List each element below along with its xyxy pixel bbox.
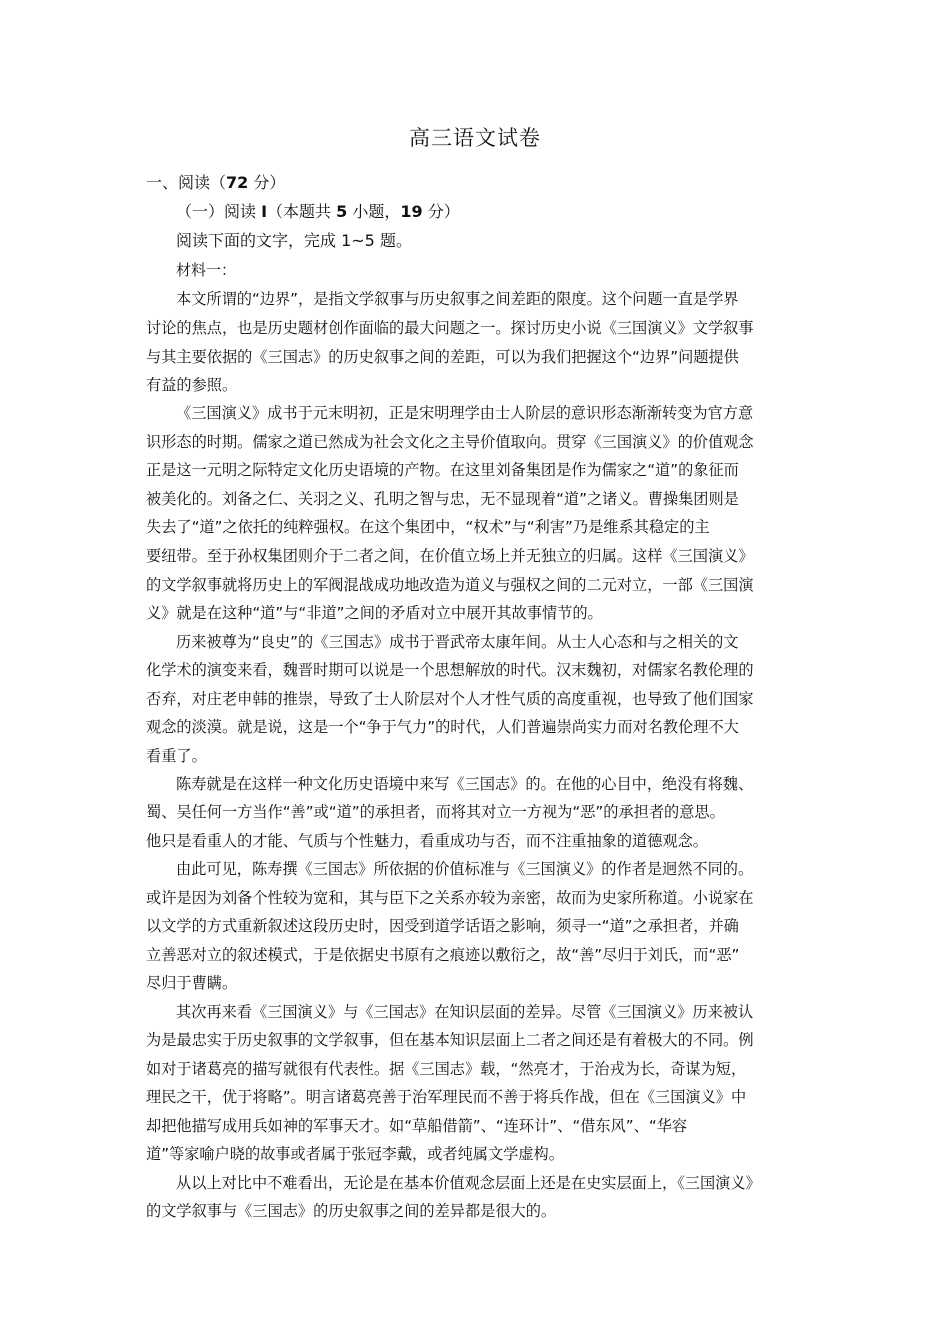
text-line: 如对于诸葛亮的描写就很有代表性。据《三国志》载，“然亮才，于治戎为长，奇谋为短， (146, 1060, 747, 1078)
subsection-mid2: 小题， (347, 202, 401, 221)
text-line: 《三国演义》成书于元末明初，正是宋明理学由士人阶层的意识形态渐渐转变为官方意 (176, 404, 754, 422)
text-line: 理民之干，优于将略”。明言诸葛亮善于治军理民而不善于将兵作战，但在《三国演义》中 (146, 1088, 747, 1106)
text-line: 他只是看重人的才能、气质与个性魅力，看重成功与否，而不注重抽象的道德观念。 (146, 832, 708, 850)
subsection-count: 5 (336, 202, 348, 221)
text-line: 或许是因为刘备个性较为宽和，其与臣下之关系亦较为亲密，故而为史家所称道。小说家在 (146, 889, 754, 907)
section-score: 72 (226, 173, 249, 192)
text-line: 立善恶对立的叙述模式，于是依据史书原有之痕迹以敷衍之，故“善”尽归于刘氏，而“恶” (146, 946, 740, 964)
subsection-mid1: （本题共 (267, 202, 337, 221)
text-line: 讨论的焦点，也是历史题材创作面临的最大问题之一。探讨历史小说《三国演义》文学叙事 (146, 319, 754, 337)
text-line: 其次再来看《三国演义》与《三国志》在知识层面的差异。尽管《三国演义》历来被认 (176, 1003, 754, 1021)
text-line: 的文学叙事就将历史上的军阀混战成功地改造为道义与强权之间的二元对立，一部《三国演 (146, 576, 754, 594)
text-line: 却把他描写成用兵如神的军事天才。如“草船借箭”、“连环计”、“借东风”、“华容 (146, 1117, 688, 1135)
text-line: 从以上对比中不难看出，无论是在基本价值观念层面上还是在史实层面上，《三国演义》 (176, 1174, 761, 1192)
text-line: 本文所谓的“边界”，是指文学叙事与历史叙事之间差距的限度。这个问题一直是学界 (176, 290, 739, 308)
instruction: 阅读下面的文字，完成 1~5 题。 (176, 231, 412, 250)
text-line: 正是这一元明之际特定文化历史语境的产物。在这里刘备集团是作为儒家之“道”的象征而 (146, 461, 739, 479)
subsection-heading (176, 202, 460, 222)
text-line: 的文学叙事与《三国志》的历史叙事之间的差异都是很大的。 (146, 1202, 557, 1220)
subsection-prefix: （一）阅读 (176, 202, 262, 221)
text-line: 失去了“道”之依托的纯粹强权。在这个集团中，“权术”与“利害”乃是维系其稳定的主 (146, 518, 710, 536)
text-line: 以文学的方式重新叙述这段历史时，因受到道学话语之影响，须寻一“道”之承担者，并确 (146, 917, 739, 935)
text-line: 识形态的时期。儒家之道已然成为社会文化之主导价值取向。贯穿《三国演义》的价值观念 (146, 433, 754, 451)
text-line: 道”等家喻户晓的故事或者属于张冠李戴，或者纯属文学虚构。 (146, 1145, 564, 1163)
text-line: 化学术的演变来看，魏晋时期可以说是一个思想解放的时代。汉末魏初，对儒家名教伦理的 (146, 661, 754, 679)
text-line: 有益的参照。 (146, 376, 238, 394)
section-heading-suffix: 分） (248, 173, 286, 192)
text-line: 为是最忠实于历史叙事的文学叙事，但在基本知识层面上二者之间还是有着极大的不同。例 (146, 1031, 754, 1049)
text-line: 陈寿就是在这样一种文化历史语境中来写《三国志》的。在他的心目中，绝没有将魏、 (176, 775, 754, 793)
text-line: 看重了。 (146, 747, 207, 765)
text-line: 由此可见，陈寿撰《三国志》所依据的价值标准与《三国演义》的作者是迥然不同的。 (176, 860, 754, 878)
text-line: 历来被尊为“良史”的《三国志》成书于晋武帝太康年间。从士人心态和与之相关的文 (176, 633, 739, 651)
page-title: 高三语文试卷 (409, 126, 541, 150)
text-line: 观念的淡漠。就是说，这是一个“争于气力”的时代，人们普遍崇尚实力而对名教伦理不大 (146, 718, 739, 736)
text-line: 要纽带。至于孙权集团则介于二者之间，在价值立场上并无独立的归属。这样《三国演义》 (146, 547, 754, 565)
text-line: 否弃，对庄老申韩的推崇，导致了士人阶层对个人才性气质的高度重视，也导致了他们国家 (146, 690, 754, 708)
text-line: 尽归于曹瞒。 (146, 974, 238, 992)
text-line: 义》就是在这种“道”与“非道”之间的矛盾对立中展开其故事情节的。 (146, 604, 603, 622)
section-heading (146, 173, 285, 193)
subsection-roman: I (261, 202, 268, 221)
section-heading-prefix: 一、阅读（ (146, 173, 227, 192)
text-line: 与其主要依据的《三国志》的历史叙事之间的差距，可以为我们把握这个“边界”问题提供 (146, 348, 739, 366)
subsection-suffix: 分） (422, 202, 460, 221)
text-line: 被美化的。刘备之仁、关羽之义、孔明之智与忠，无不显现着“道”之诸义。曹操集团则是 (146, 490, 739, 508)
material-label: 材料一： (176, 261, 237, 279)
text-line: 蜀、吴任何一方当作“善”或“道”的承担者，而将其对立一方视为“恶”的承担者的意思。 (146, 803, 725, 821)
subsection-score: 19 (400, 202, 423, 221)
